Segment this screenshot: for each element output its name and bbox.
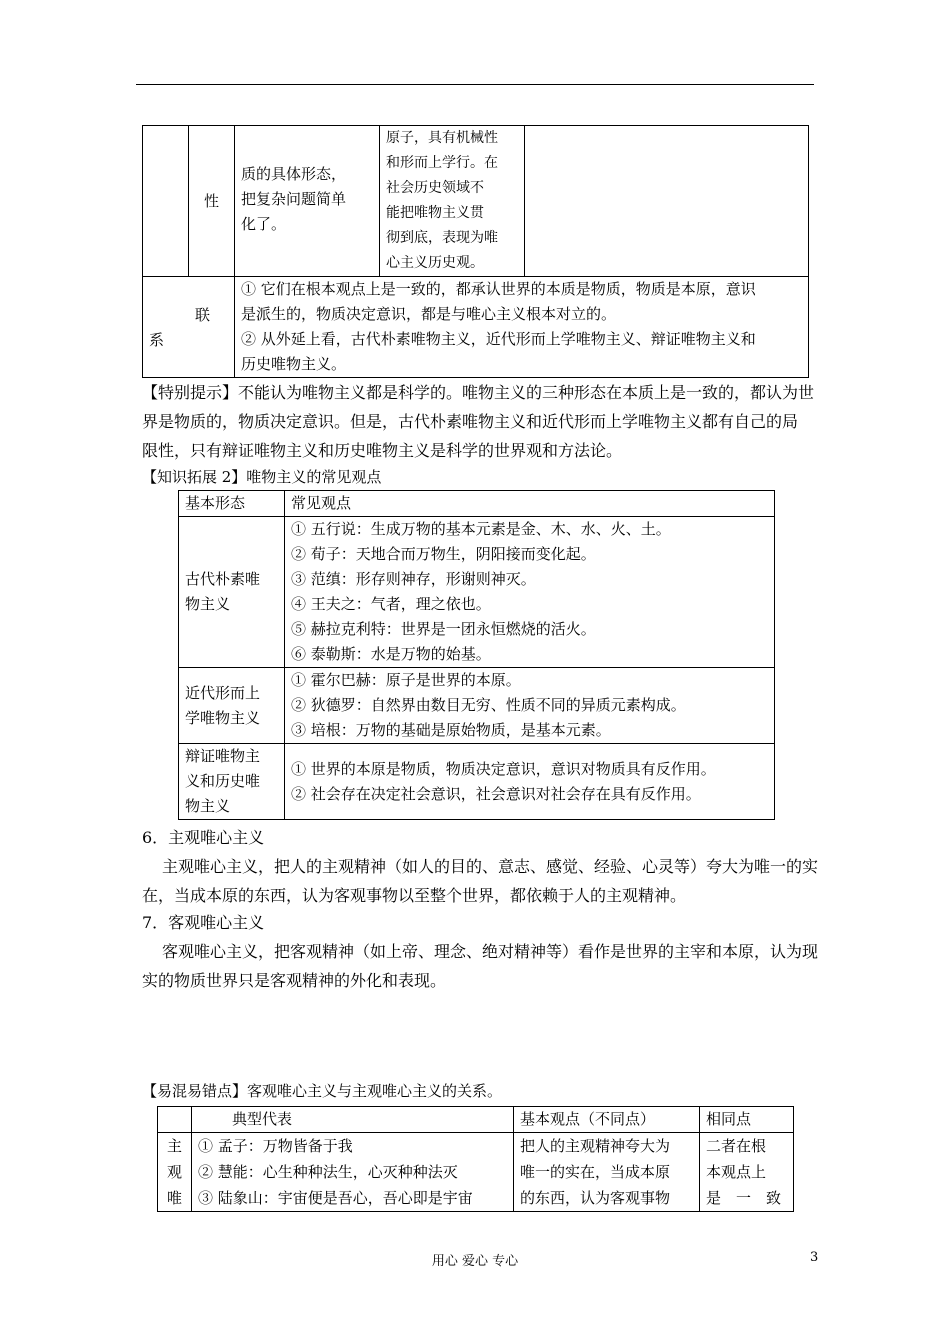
table-row: [179, 744, 775, 820]
special-tip: 【特别提示】不能认为唯物主义都是科学的。唯物主义的三种形态在本质上是一致的，都认为世 界是物质的，物质决定意识。但是，古代朴素唯物主义和近代形而上学唯物主义都有自己的局 限性，只有辩证唯物主义和历史唯物主义是科学的世界观和方法论。: [142, 383, 815, 460]
table-row: [179, 668, 775, 744]
cell-text: ① 它们在根本观点上是一致的，都承认世界的本质是物质，物质是本原，意识 是派生的，物质决定意识，都是与唯心主义根本对立的。 ② 从外延上看，古代朴素唯物主义，近代形而上学唯物主义、辩证唯物主义和 历史唯物主义。: [235, 277, 809, 378]
column-header: 常见观点: [285, 491, 775, 517]
views-cell: ① 世界的本原是物质，物质决定意识，意识对物质具有反作用。 ② 社会存在决定社会意识，社会意识对社会存在具有反作用。: [285, 744, 775, 820]
form-cell: 近代形而上 学唯物主义: [179, 668, 285, 744]
column-header: 相同点: [700, 1107, 794, 1133]
table-header-row: [158, 1107, 794, 1133]
knowledge-table: [178, 490, 775, 820]
table-row: [179, 517, 775, 668]
confusion-title: 【易混易错点】客观唯心主义与主观唯心主义的关系。: [142, 1082, 503, 1100]
views-cell: ① 五行说：生成万物的基本元素是金、木、水、火、土。 ② 荀子：天地合而万物生，阴阳接而变化起。 ③ 范缜：形存则神存，形谢则神灭。 ④ 王夫之：气者，理之依也。 ⑤ 赫拉克利特：世界是一团永恒燃烧的活火。 ⑥ 泰勒斯：水是万物的始基。: [285, 517, 775, 668]
column-header: 典型代表: [192, 1107, 514, 1133]
page-number: 3: [810, 1250, 819, 1265]
table-row: [143, 126, 809, 277]
cell-text: 原子，具有机械性 和形而上学行。在 社会历史领域不 能把唯物主义贯 彻到底，表现为唯 心主义历史观。: [380, 126, 525, 277]
footer-text: 用心 爱心 专心: [431, 1254, 519, 1269]
row-label: 主 观 唯: [158, 1133, 192, 1212]
same-cell: 二者在根 本观点上 是 一 致: [700, 1133, 794, 1212]
table-row: [158, 1133, 794, 1212]
table-header-row: [179, 491, 775, 517]
section-heading: 7．客观唯心主义: [142, 913, 265, 932]
materialism-comparison-table: [142, 125, 809, 378]
form-cell: 辩证唯物主 义和历史唯 物主义: [179, 744, 285, 820]
header-rule: [136, 84, 814, 85]
confusion-table: [157, 1106, 794, 1212]
section-6: 6．主观唯心主义 主观唯心主义，把人的主观精神（如人的目的、意志、感觉、经验、心灵等）夸大为唯一的实 在，当成本原的东西，认为客观事物以至整个世界，都依赖于人的主观精神。: [142, 823, 822, 910]
basic-cell: 把人的主观精神夸大为 唯一的实在，当成本原 的东西，认为客观事物: [514, 1133, 700, 1212]
cell-text: 质的具体形态， 把复杂问题简单 化了。: [235, 126, 380, 277]
table-row: [143, 277, 809, 378]
section-7: 7．客观唯心主义 客观唯心主义，把客观精神（如上帝、理念、绝对精神等）看作是世界的主宰和本原，认为现 实的物质世界只是客观精神的外化和表现。: [142, 908, 822, 995]
column-header: [158, 1107, 192, 1133]
reps-cell: ① 孟子：万物皆备于我 ② 慧能：心生种种法生，心灭种种法灭 ③ 陆象山：宇宙便是吾心，吾心即是宇宙: [192, 1133, 514, 1212]
cell-label: 联 系: [143, 277, 235, 378]
views-cell: ① 霍尔巴赫：原子是世界的本原。 ② 狄德罗：自然界由数目无穷、性质不同的异质元素构成。 ③ 培根：万物的基础是原始物质，是基本元素。: [285, 668, 775, 744]
column-header: 基本观点（不同点）: [514, 1107, 700, 1133]
column-header: 基本形态: [179, 491, 285, 517]
knowledge-title: 【知识拓展 2】唯物主义的常见观点: [142, 468, 382, 486]
section-heading: 6．主观唯心主义: [142, 828, 265, 847]
form-cell: 古代朴素唯 物主义: [179, 517, 285, 668]
cell-label: 性: [189, 126, 235, 277]
